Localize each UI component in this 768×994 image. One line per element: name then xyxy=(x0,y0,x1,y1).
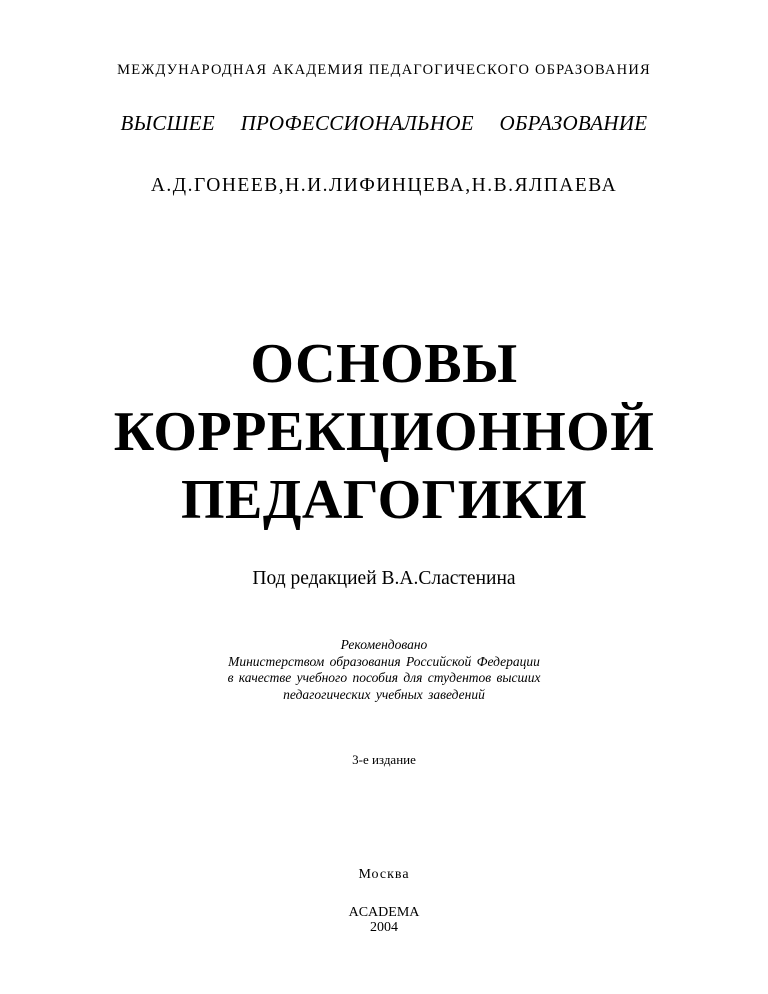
title-line: КОРРЕКЦИОННОЙ xyxy=(113,401,655,463)
title-line: ОСНОВЫ xyxy=(250,333,518,395)
editor-credit: Под редакцией В.А.Сластенина xyxy=(252,568,516,589)
publisher-name: ACADEMA xyxy=(348,905,420,920)
recommendation-line: Рекомендовано xyxy=(340,637,428,652)
authors: А.Д.ГОНЕЕВ,Н.И.ЛИФИНЦЕВА,Н.В.ЯЛПАЕВА xyxy=(150,175,618,196)
recommendation-note xyxy=(0,637,768,703)
publication-city: Москва xyxy=(358,867,410,882)
title-line: ПЕДАГОГИКИ xyxy=(180,469,588,531)
publisher-block xyxy=(0,905,768,935)
book-title xyxy=(0,330,768,534)
recommendation-line: педагогических учебных заведений xyxy=(283,686,485,702)
publication-year: 2004 xyxy=(370,920,398,935)
recommendation-line: Министерством образования Российской Федерации xyxy=(228,653,540,669)
series-name: ВЫСШЕЕ ПРОФЕССИОНАЛЬНОЕ ОБРАЗОВАНИЕ xyxy=(120,111,648,135)
recommendation-line: в качестве учебного пособия для студентов высших xyxy=(227,670,541,685)
edition-label: 3-е издание xyxy=(352,752,416,767)
academy-name: МЕЖДУНАРОДНАЯ АКАДЕМИЯ ПЕДАГОГИЧЕСКОГО ОБРАЗОВАНИЯ xyxy=(117,62,651,78)
